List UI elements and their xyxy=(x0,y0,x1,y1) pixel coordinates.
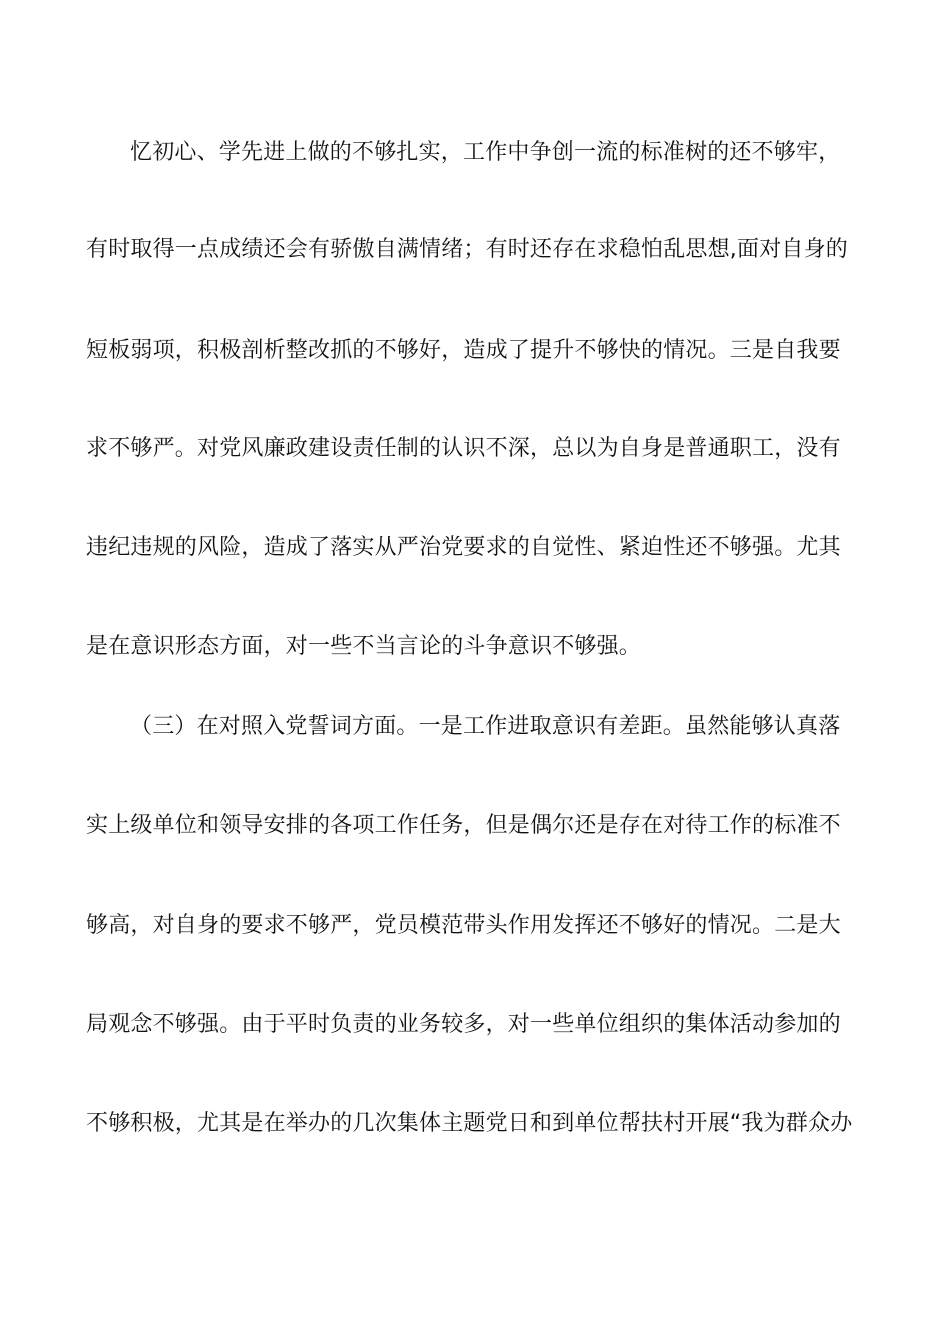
text-line: 局观念不够强。由于平时负责的业务较多，对一些单位组织的集体活动参加的 xyxy=(86,1012,841,1037)
text-line: 是在意识形态方面，对一些不当言论的斗争意识不够强。 xyxy=(86,634,642,659)
text-line: 不够积极，尤其是在举办的几次集体主题党日和到单位帮扶村开展“我为群众办 xyxy=(86,1111,853,1136)
text-line: 短板弱项，积极剖析整改抓的不够好，造成了提升不够快的情况。三是自我要 xyxy=(86,338,841,363)
text-line: 求不够严。对党风廉政建设责任制的认识不深，总以为自身是普通职工，没有 xyxy=(86,436,841,461)
text-line: 违纪违规的风险，造成了落实从严治党要求的自觉性、紧迫性还不够强。尤其 xyxy=(86,535,841,560)
text-line: 忆初心、学先进上做的不够扎实，工作中争创一流的标准树的还不够牢， xyxy=(130,140,841,165)
text-line: 实上级单位和领导安排的各项工作任务，但是偶尔还是存在对待工作的标准不 xyxy=(86,813,841,838)
text-line: 有时取得一点成绩还会有骄傲自满情绪；有时还存在求稳怕乱思想,面对自身的 xyxy=(86,237,848,262)
text-line: 够高，对自身的要求不够严，党员模范带头作用发挥还不够好的情况。二是大 xyxy=(86,913,841,938)
text-line: （三）在对照入党誓词方面。一是工作进取意识有差距。虽然能够认真落 xyxy=(130,714,841,739)
